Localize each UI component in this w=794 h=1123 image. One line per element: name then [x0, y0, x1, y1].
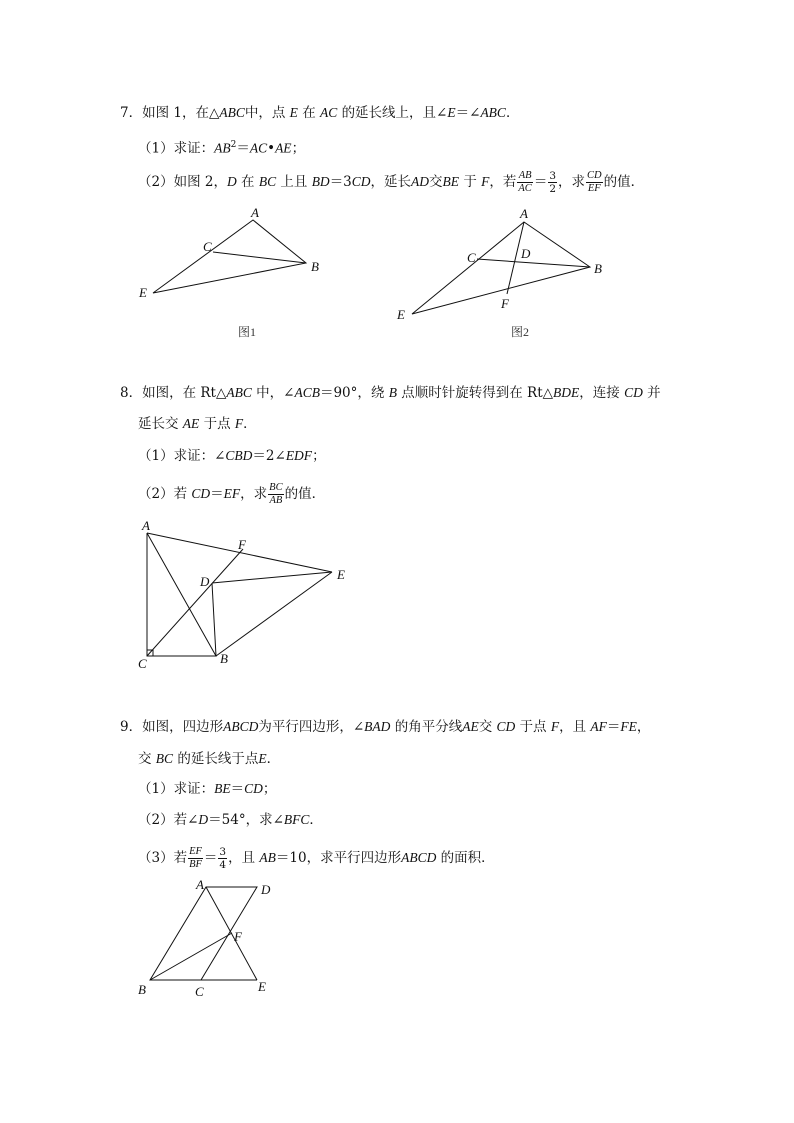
q9-figure	[130, 873, 290, 1003]
fig1-caption: 图1	[238, 325, 257, 339]
fig2-segment-cb	[477, 259, 590, 267]
q7-part2: （2）如图 2，D 在 BC 上且 BD＝3CD，延长AD交BE 于 F，若 $\frac{AB}{AC}$ ＝ $\frac{3}{2}$ ，求 $\frac{CD}{EF}$ 的值．	[138, 170, 645, 195]
q8-number: 8．	[120, 385, 143, 401]
fig1-label-a: A	[251, 205, 259, 220]
q9-part1: （1）求证：BE＝CD；	[138, 781, 277, 797]
q9-label-d: D	[261, 882, 271, 897]
fig2-label-c: C	[467, 250, 476, 265]
q9-fraction-3-4: $\frac{3}{4}$	[219, 846, 227, 871]
fig1-label-c: C	[203, 239, 212, 254]
fig1-label-e: E	[139, 285, 147, 300]
q8-label-d: D	[200, 574, 210, 589]
q7-fraction-ab-ac: $\frac{AB}{AC}$	[518, 170, 532, 194]
q8-segment-de	[212, 572, 332, 583]
fig1-segment-cb	[213, 252, 306, 263]
q9-label-b: B	[138, 982, 146, 997]
q8-segment-bd	[212, 583, 216, 656]
q8-part1: （1）求证：∠CBD＝2∠EDF；	[138, 448, 326, 464]
fig2-label-a: A	[520, 206, 528, 221]
fig1-triangle-abe	[153, 220, 306, 293]
q7-fraction-cd-ef: $\frac{CD}{EF}$	[587, 170, 602, 194]
q9-stem-line2: 交 BC 的延长线于点E．	[138, 751, 281, 767]
q9-label-c: C	[195, 984, 204, 999]
fig2-label-e: E	[397, 307, 405, 322]
fig2-label-d: D	[521, 246, 531, 261]
q9-label-e: E	[258, 979, 266, 994]
fig2-label-f: F	[501, 296, 509, 311]
q9-part2: （2）若∠D＝54°，求∠BFC．	[138, 812, 323, 828]
q8-triangle-acb	[147, 533, 216, 656]
q8-segment-be	[216, 572, 332, 656]
q8-label-c: C	[138, 656, 147, 671]
q9-label-a: A	[196, 877, 204, 892]
q7-figure-1	[130, 200, 330, 345]
q7-figure-2	[390, 200, 620, 345]
q8-part2: （2）若 CD＝EF，求 $\frac{BC}{AB}$ 的值．	[138, 482, 326, 506]
q9-stem: 9．如图，四边形ABCD为平行四边形，∠BAD 的角平分线AE交 CD 于点 F，且 AF＝FE，	[120, 719, 651, 735]
q9-part3: （3）若 $\frac{EF}{BF}$ ＝ $\frac{3}{4}$ ，且 AB＝10，求平行四边形ABCD 的面积．	[138, 846, 495, 871]
q8-fraction-bc-ab: $\frac{BC}{AB}$	[269, 482, 283, 506]
q8-stem-line2: 延长交 AE 于点 F．	[138, 416, 257, 432]
q7-stem: 7．如图 1，在△ABC中，点 E 在 AC 的延长线上，且∠E＝∠ABC．	[120, 105, 520, 121]
q9-segment-bf	[150, 933, 232, 980]
q9-fraction-ef-bf: $\frac{EF}{BF}$	[189, 846, 202, 870]
fig2-caption: 图2	[511, 325, 530, 339]
fig1-label-b: B	[311, 259, 319, 274]
fig2-label-b: B	[594, 261, 602, 276]
q8-segment-cf	[147, 549, 243, 656]
q7-number: 7．	[120, 105, 143, 121]
q8-label-f: F	[238, 537, 246, 552]
q8-stem: 8．如图，在 Rt△ABC 中，∠ACB＝90°，绕 B 点顺时针旋转得到在 Rt△BDE，连接 CD 并	[120, 385, 661, 401]
q9-number: 9．	[120, 719, 143, 735]
q7-part1: （1）求证：$AB^2=AC•AE$；	[138, 140, 306, 157]
q9-label-f: F	[234, 929, 242, 944]
q8-label-b: B	[220, 651, 228, 666]
q7-fraction-3-2: $\frac{3}{2}$	[549, 170, 556, 195]
q8-label-a: A	[142, 518, 150, 533]
q8-figure	[130, 515, 360, 675]
q8-label-e: E	[337, 567, 345, 582]
